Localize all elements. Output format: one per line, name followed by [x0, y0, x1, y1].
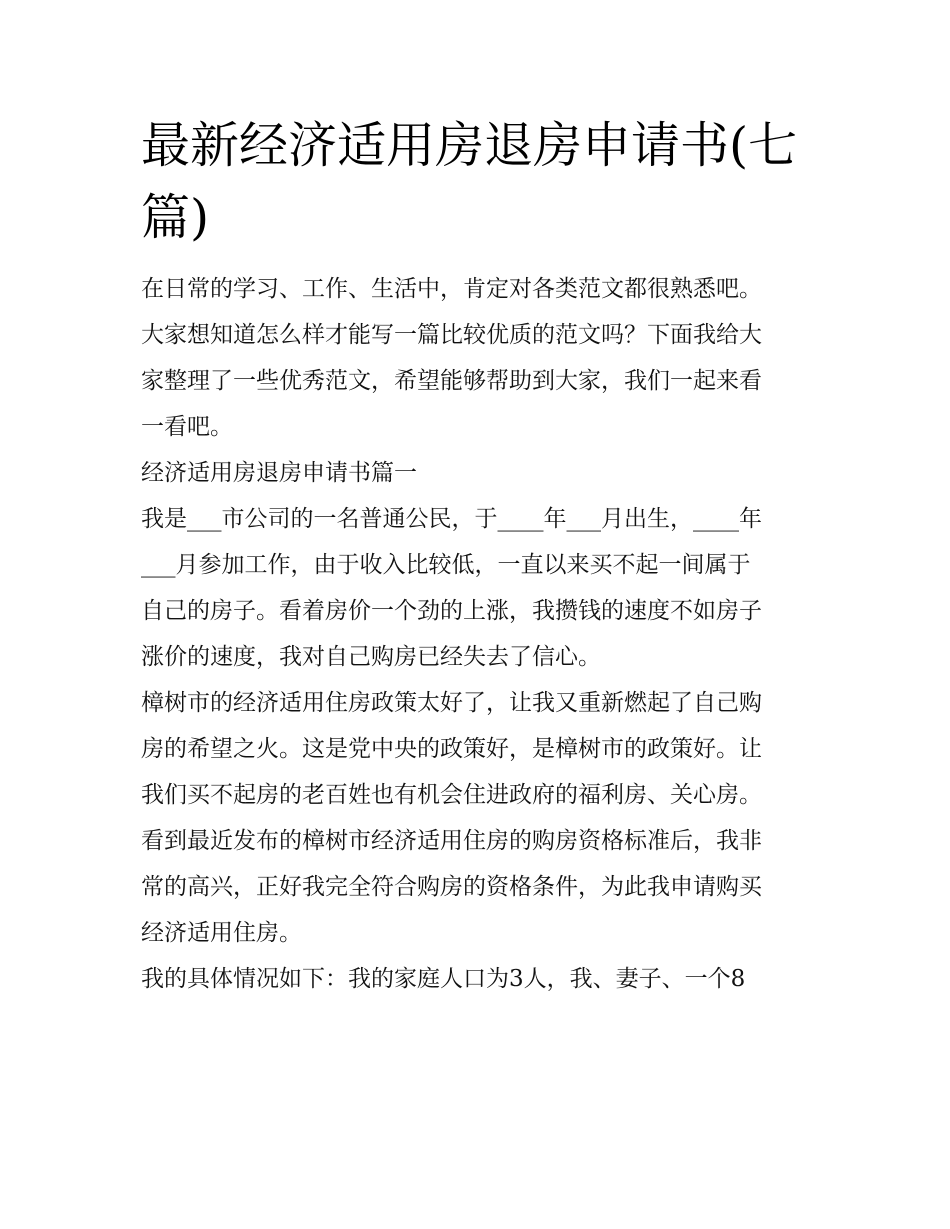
document-body [141, 110, 809, 1002]
paragraph-line: 家整理了一些优秀范文，希望能够帮助到大家，我们一起来看 [141, 368, 762, 394]
paragraph-line: 涨价的速度，我对自己购房已经失去了信心。 [141, 644, 601, 670]
section-heading-text: 经济适用房退房申请书篇一 [141, 460, 417, 486]
paragraph-line: 大家想知道怎么样才能写一篇比较优质的范文吗？下面我给大 [141, 322, 762, 348]
paragraph-line: 房的希望之火。这是党中央的政策好，是樟树市的政策好。让 [141, 736, 762, 762]
paragraph-line: 常的高兴，正好我完全符合购房的资格条件，为此我申请购买 [141, 874, 762, 900]
title-line: 最新经济适用房退房申请书(七 [141, 117, 798, 174]
section-heading [141, 450, 809, 496]
paragraph-line: 我的具体情况如下：我的家庭人口为3人，我、妻子、一个8 [141, 966, 746, 992]
title-line: 篇) [141, 189, 210, 246]
document-title [141, 110, 809, 254]
paragraph-line: 我是___市公司的一名普通公民，于____年___月出生，____年 [141, 506, 762, 532]
paragraph-line: 在日常的学习、工作、生活中，肯定对各类范文都很熟悉吧。 [141, 276, 762, 302]
paragraph-line: 我们买不起房的老百姓也有机会住进政府的福利房、关心房。 [141, 782, 762, 808]
intro-paragraph [141, 266, 809, 450]
paragraph-line: 自己的房子。看着房价一个劲的上涨，我攒钱的速度不如房子 [141, 598, 762, 624]
paragraph-line: 樟树市的经济适用住房政策太好了，让我又重新燃起了自己购 [141, 690, 762, 716]
body-paragraph-1 [141, 496, 809, 680]
paragraph-line: 一看吧。 [141, 414, 233, 440]
paragraph-line: ___月参加工作，由于收入比较低，一直以来买不起一间属于 [141, 552, 751, 578]
paragraph-line: 经济适用住房。 [141, 920, 302, 946]
paragraph-line: 看到最近发布的樟树市经济适用住房的购房资格标准后，我非 [141, 828, 762, 854]
body-paragraph-2 [141, 680, 809, 956]
body-paragraph-3 [141, 956, 809, 1002]
